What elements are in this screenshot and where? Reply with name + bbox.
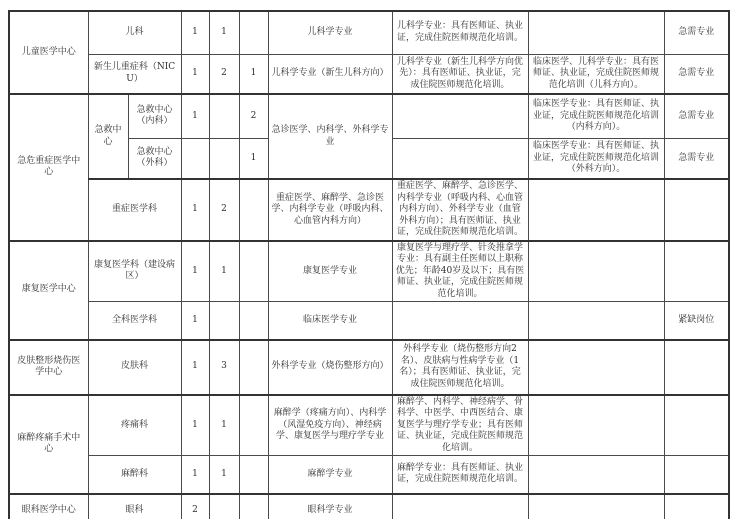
requirement-cell: [392, 494, 528, 519]
tag-cell: [664, 456, 729, 494]
requirement-cell: [392, 138, 528, 179]
requirement2-cell: [528, 340, 664, 395]
subdepartment-cell: 急救中心（内科）: [128, 94, 181, 138]
count-cell: 1: [181, 11, 209, 54]
specialty-cell: 临床医学专业: [268, 302, 392, 340]
department-cell: 眼科: [88, 494, 181, 519]
specialty-cell: 儿科学专业: [268, 11, 392, 54]
requirement2-cell: [528, 179, 664, 241]
count-cell: 1: [181, 340, 209, 395]
count-cell: [209, 494, 239, 519]
center-cell: 康复医学中心: [9, 241, 88, 340]
requirement2-cell: [528, 456, 664, 494]
subdepartment-cell: 急救中心（外科）: [128, 138, 181, 179]
tag-cell: 紧缺岗位: [664, 302, 729, 340]
center-cell: 麻醉疼痛手术中心: [9, 395, 88, 494]
department-cell: 新生儿重症科（NICU）: [88, 54, 181, 94]
requirement2-cell: 临床医学、儿科学专业：具有医师证、执业证，完成住院医师规范化培训（儿科方向）。: [528, 54, 664, 94]
tag-cell: 急需专业: [664, 138, 729, 179]
count-cell: 1: [181, 94, 209, 138]
requirement-cell: [392, 94, 528, 138]
count-cell: 1: [181, 395, 209, 456]
count-cell: 1: [209, 456, 239, 494]
tag-cell: [664, 340, 729, 395]
requirement2-cell: 临床医学专业：具有医师证、执业证，完成住院医师规范化培训（内科方向）。: [528, 94, 664, 138]
count-cell: [239, 395, 268, 456]
requirement2-cell: [528, 302, 664, 340]
specialty-cell: 外科学专业（烧伤整形方向）: [268, 340, 392, 395]
tag-cell: 急需专业: [664, 11, 729, 54]
department-cell: 麻醉科: [88, 456, 181, 494]
count-cell: [209, 138, 239, 179]
requirement-cell: 麻醉学专业：具有医师证、执业证，完成住院医师规范化培训。: [392, 456, 528, 494]
count-cell: [239, 340, 268, 395]
count-cell: [239, 456, 268, 494]
requirement2-cell: 临床医学专业：具有医师证、执业证，完成住院医师规范化培训（外科方向）。: [528, 138, 664, 179]
specialty-cell: 儿科学专业（新生儿科方向）: [268, 54, 392, 94]
recruitment-table: [8, 10, 730, 519]
specialty-cell: 重症医学、麻醉学、急诊医学、内科学专业（呼吸内科、心血管内科方向）: [268, 179, 392, 241]
department-cell: 重症医学科: [88, 179, 181, 241]
requirement2-cell: [528, 395, 664, 456]
count-cell: 1: [181, 241, 209, 302]
count-cell: 1: [209, 11, 239, 54]
requirement-cell: 儿科学专业：具有医师证、执业证，完成住院医师规范化培训。: [392, 11, 528, 54]
count-cell: 1: [181, 179, 209, 241]
requirement2-cell: [528, 494, 664, 519]
tag-cell: [664, 179, 729, 241]
table-row: [9, 456, 729, 494]
count-cell: [239, 179, 268, 241]
requirement-cell: 重症医学、麻醉学、急诊医学、内科学专业（呼吸内科、心血管内科方向）、外科学专业（血管外科方向）；具有医师证、执业证，完成住院医师规范化培训。: [392, 179, 528, 241]
count-cell: 1: [209, 241, 239, 302]
requirement-cell: [392, 302, 528, 340]
table-row: [9, 94, 729, 138]
department-cell: 全科医学科: [88, 302, 181, 340]
count-cell: 1: [239, 54, 268, 94]
count-cell: [239, 494, 268, 519]
table-row: [9, 302, 729, 340]
count-cell: 2: [209, 54, 239, 94]
count-cell: 3: [209, 340, 239, 395]
tag-cell: 急需专业: [664, 54, 729, 94]
specialty-cell: 康复医学专业: [268, 241, 392, 302]
requirement-cell: 康复医学与理疗学、针灸推拿学专业：具有副主任医师以上职称优先；年龄40岁及以下；具有医师证、执业证，完成住院医师规范化培训。: [392, 241, 528, 302]
specialty-cell: 麻醉学专业: [268, 456, 392, 494]
department-cell: 儿科: [88, 11, 181, 54]
tag-cell: 急需专业: [664, 94, 729, 138]
specialty-cell: 眼科学专业: [268, 494, 392, 519]
count-cell: 2: [239, 94, 268, 138]
requirement-cell: 外科学专业（烧伤整形方向2名）、皮肤病与性病学专业（1名）；具有医师证、执业证，完成住院医师规范化培训。: [392, 340, 528, 395]
specialty-cell: 急诊医学、内科学、外科学专业: [268, 94, 392, 179]
department-group-cell: 急救中心: [88, 94, 128, 179]
center-cell: 急危重症医学中心: [9, 94, 88, 241]
specialty-cell: 麻醉学（疼痛方向）、内科学（风湿免疫方向）、神经病学、康复医学与理疗学专业: [268, 395, 392, 456]
table-row: [9, 11, 729, 54]
count-cell: [239, 241, 268, 302]
count-cell: [239, 302, 268, 340]
count-cell: [239, 11, 268, 54]
center-cell: 皮肤整形烧伤医学中心: [9, 340, 88, 395]
table-row: [9, 340, 729, 395]
department-cell: 皮肤科: [88, 340, 181, 395]
count-cell: [181, 138, 209, 179]
tag-cell: [664, 241, 729, 302]
table-row: [9, 241, 729, 302]
count-cell: 2: [181, 494, 209, 519]
count-cell: 1: [181, 54, 209, 94]
center-cell: 儿童医学中心: [9, 11, 88, 94]
requirement-cell: 麻醉学、内科学、神经病学、骨科学、中医学、中西医结合、康复医学与理疗学专业；具有医师证、执业证，完成住院医师规范化培训。: [392, 395, 528, 456]
requirement2-cell: [528, 241, 664, 302]
count-cell: 2: [209, 179, 239, 241]
count-cell: 1: [181, 302, 209, 340]
tag-cell: [664, 494, 729, 519]
table-row: [9, 494, 729, 519]
table-row: [9, 395, 729, 456]
requirement2-cell: [528, 11, 664, 54]
count-cell: [209, 94, 239, 138]
table-row: [9, 179, 729, 241]
requirement-cell: 儿科学专业（新生儿科学方向优先）：具有医师证、执业证，完成住院医师规范化培训。: [392, 54, 528, 94]
department-cell: 康复医学科（建设病区）: [88, 241, 181, 302]
count-cell: 1: [181, 456, 209, 494]
count-cell: 1: [239, 138, 268, 179]
count-cell: 1: [209, 395, 239, 456]
count-cell: [209, 302, 239, 340]
table-row: [9, 54, 729, 94]
tag-cell: [664, 395, 729, 456]
center-cell: 眼科医学中心: [9, 494, 88, 519]
department-cell: 疼痛科: [88, 395, 181, 456]
